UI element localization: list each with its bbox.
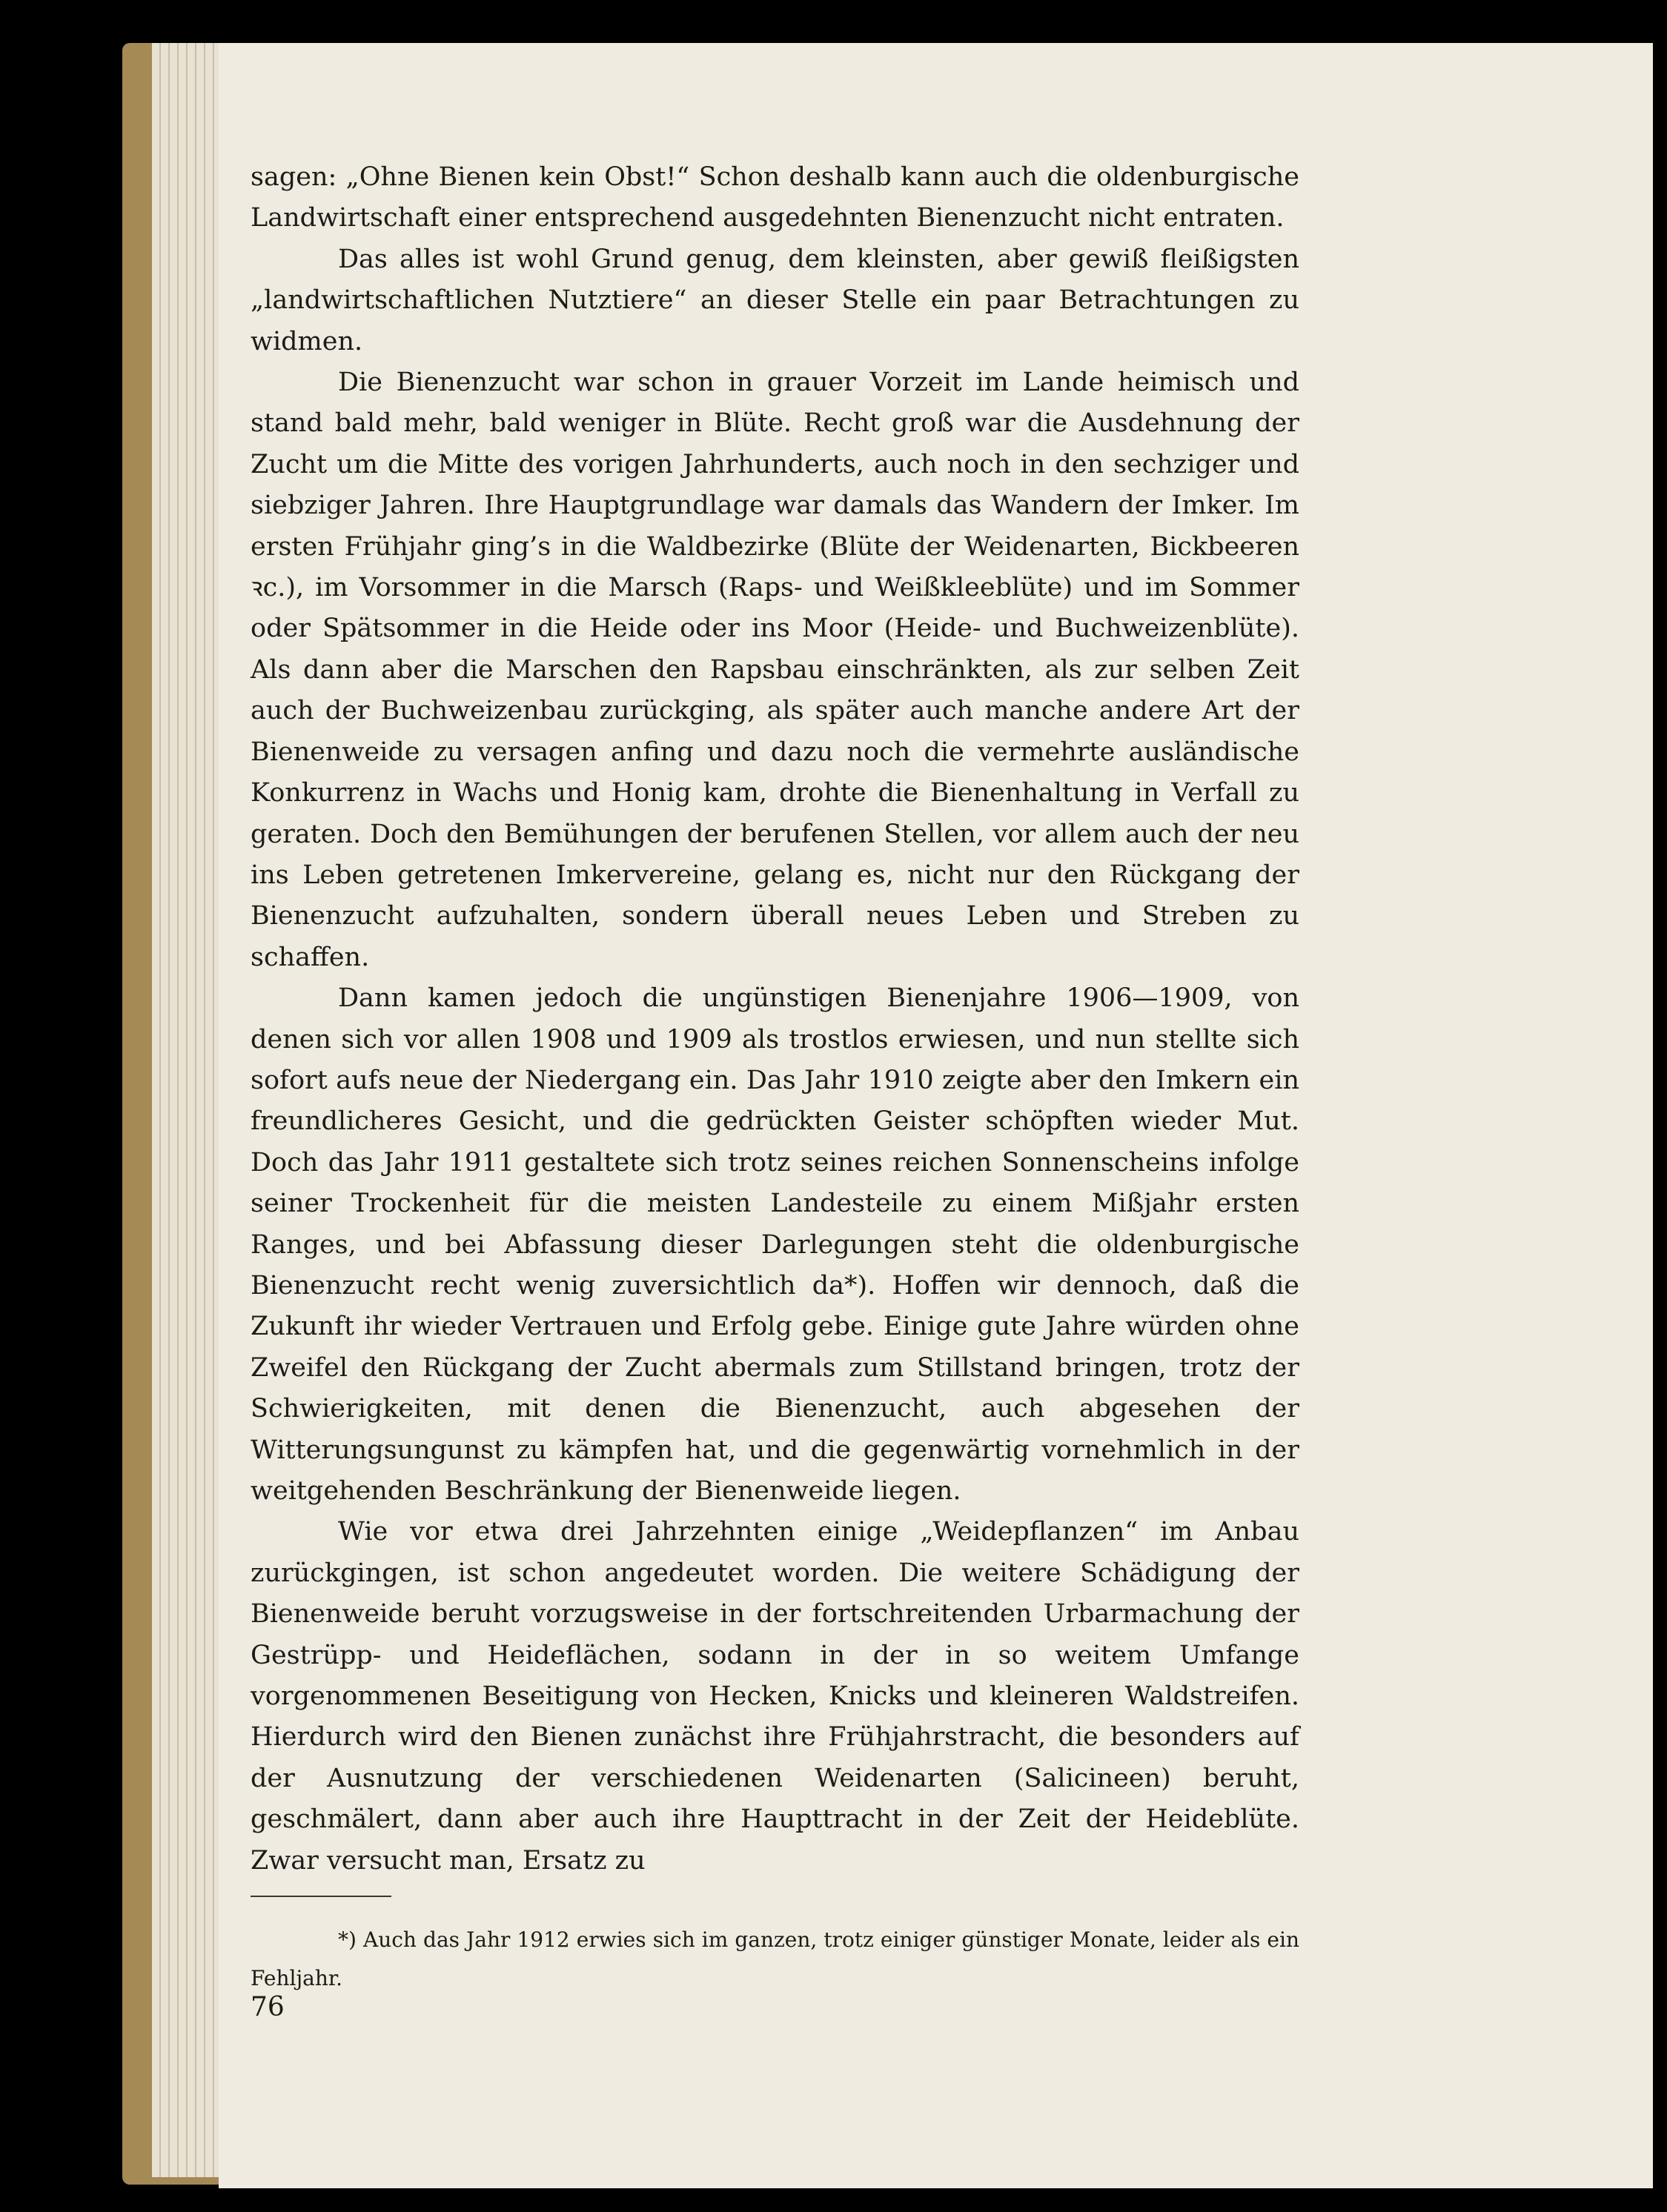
page-number: 76 [251, 1992, 285, 2022]
paragraph-2: Das alles ist wohl Grund genug, dem kleinsten, aber gewiß fleißigsten „landwirtschaftlichen Nutztiere“ an dieser Stelle ein paar Betrachtungen zu widmen. [251, 244, 1299, 356]
footnote-divider [251, 1896, 391, 1897]
footnote: *) Auch das Jahr 1912 erwies sich im ganzen, trotz einiger günstiger Monate, leider als ein Fehljahr. [251, 1927, 1299, 1990]
paragraph-5: Wie vor etwa drei Jahrzehnten einige „Weidepflanzen“ im Anbau zurückgingen, ist schon angedeutet worden. Die weitere Schädigung der Bienenweide beruht vorzugsweise in der fortschreitenden Urbarmachung der Gestrüpp- und Heideflächen, sodann in der in so weitem Umfange vorgenommenen Beseitigung von Hecken, Knicks und kleineren Waldstreifen. Hierdurch wird den Bienen zunächst ihre Frühjahrstracht, die besonders auf der Ausnutzung der verschiedenen Weidenarten (Salicineen) beruht, geschmälert, dann aber auch ihre Haupttracht in der Zeit der Heideblüte. Zwar versucht man, Ersatz zu [251, 1517, 1299, 1876]
paragraph-1: sagen: „Ohne Bienen kein Obst!“ Schon deshalb kann auch die oldenburgische Landwirtschaft einer entsprechend ausgedehnten Bienenzucht nicht entraten. [251, 162, 1299, 233]
paragraph-4: Dann kamen jedoch die ungünstigen Bienenjahre 1906—1909, von denen sich vor allen 1908 und 1909 als trostlos erwiesen, und nun stellte sich sofort aufs neue der Niedergang ein. Das Jahr 1910 zeigte aber den Imkern ein freundlicheres Gesicht, und die gedrückten Geister schöpften wieder Mut. Doch das Jahr 1911 gestaltete sich trotz seines reichen Sonnenscheins infolge seiner Trockenheit für die meisten Landesteile zu einem Mißjahr ersten Ranges, und bei Abfassung dieser Darlegungen steht die oldenburgische Bienenzucht recht wenig zuversichtlich da*). Hoffen wir dennoch, daß die Zukunft ihr wieder Vertrauen und Erfolg gebe. Einige gute Jahre würden ohne Zweifel den Rückgang der Zucht abermals zum Stillstand bringen, trotz der Schwierigkeiten, mit denen die Bienenzucht, auch abgesehen der Witterungsungunst zu kämpfen hat, und die gegenwärtig vornehmlich in der weitgehenden Beschränkung der Bienenweide liegen. [251, 983, 1299, 1506]
page-edges [152, 43, 219, 2177]
body-text [251, 157, 1299, 1881]
paragraph-3: Die Bienenzucht war schon in grauer Vorzeit im Lande heimisch und stand bald mehr, bald weniger in Blüte. Recht groß war die Ausdehnung der Zucht um die Mitte des vorigen Jahrhunderts, auch noch in den sechziger und siebziger Jahren. Ihre Hauptgrundlage war damals das Wandern der Imker. Im ersten Frühjahr ging’s in die Waldbezirke (Blüte der Weidenarten, Bickbeeren ꝛc.), im Vorsommer in die Marsch (Raps- und Weißkleeblüte) und im Sommer oder Spätsommer in die Heide oder ins Moor (Heide- und Buchweizenblüte). Als dann aber die Marschen den Rapsbau einschränkten, als zur selben Zeit auch der Buchweizenbau zurückging, als später auch manche andere Art der Bienenweide zu versagen anfing und dazu noch die vermehrte ausländische Konkurrenz in Wachs und Honig kam, drohte die Bienenhaltung in Verfall zu geraten. Doch den Bemühungen der berufenen Stellen, vor allem auch der neu ins Leben getretenen Imkervereine, gelang es, nicht nur den Rückgang der Bienenzucht aufzuhalten, sondern überall neues Leben und Streben zu schaffen. [251, 368, 1299, 972]
